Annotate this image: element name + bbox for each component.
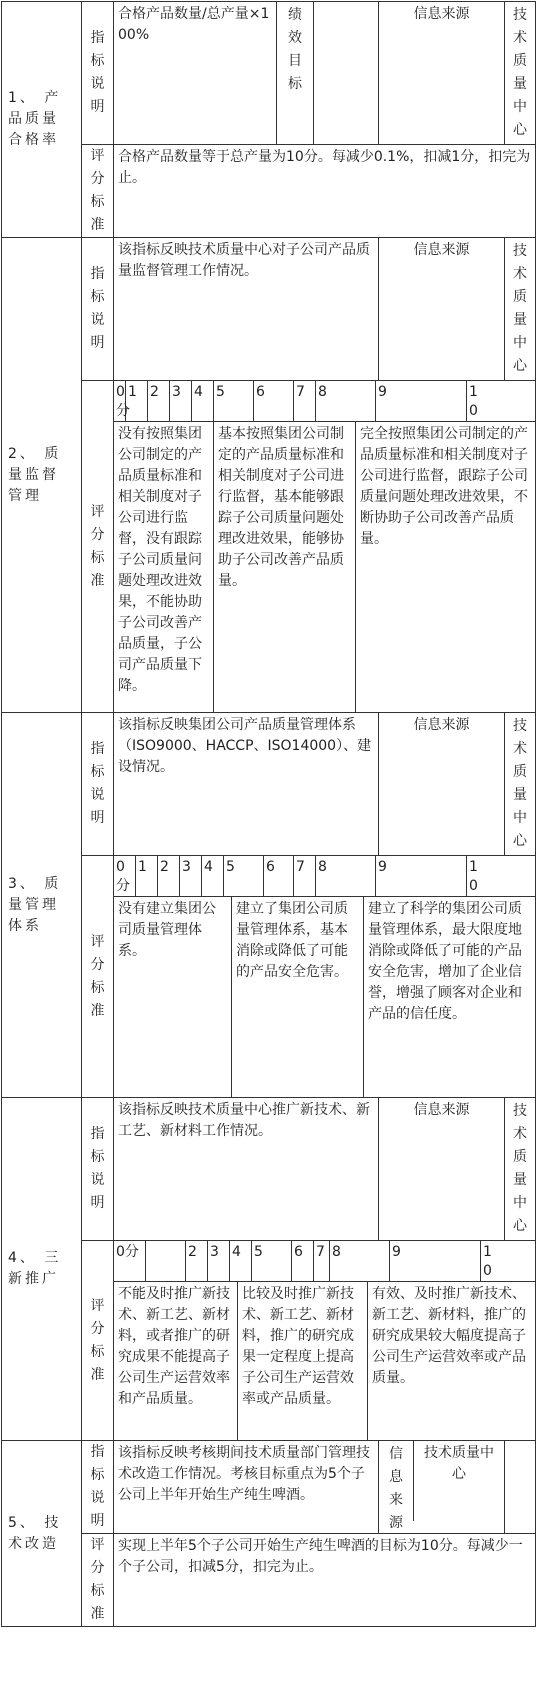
label-desc: 指标说明 bbox=[82, 2, 114, 145]
score-levels bbox=[114, 1282, 536, 1441]
indicator-name: 1、 产品质量合格率 bbox=[2, 2, 82, 238]
level-mid: 建立了集团公司质量管理体系，基本消除或降低了可能的产品安全危害。 bbox=[232, 897, 364, 1097]
source-cell bbox=[379, 1441, 505, 1534]
criteria-text: 实现上半年5个子公司开始生产纯生啤酒的目标为10分。每减少一个子公司，扣减5分，扣完为止。 bbox=[114, 1534, 536, 1627]
score-cell: 5 bbox=[252, 1241, 292, 1281]
indicator-name: 4、 三新推广 bbox=[2, 1098, 82, 1441]
score-cell: 7 bbox=[314, 1241, 330, 1281]
label-criteria: 评分标准 bbox=[82, 381, 114, 713]
score-cell: 6 bbox=[254, 381, 294, 421]
level-high: 完全按照集团公司制定的产品质量标准和相关制度对子公司进行监督，跟踪子公司质量问题处理改进效果，不断协助子公司改善产品质量。 bbox=[360, 426, 528, 547]
score-cell: 1 bbox=[126, 381, 148, 421]
score-scale bbox=[114, 856, 536, 897]
label-criteria: 评分标准 bbox=[82, 1534, 114, 1627]
score-cell: 8 bbox=[316, 381, 376, 421]
label-desc: 指标说明 bbox=[82, 238, 114, 381]
level-high: 有效、及时推广新技术、新工艺、新材料，推广的研究成果较大幅度提高子公司生产运营效率或产品质量。 bbox=[372, 1286, 526, 1386]
score-cell: 0分 bbox=[114, 381, 126, 421]
label-criteria: 评分标准 bbox=[82, 145, 114, 238]
level-low: 不能及时推广新技术、新工艺、新材料，或者推广的研究成果不能提高子公司生产运营效率和产品质量。 bbox=[114, 1282, 238, 1440]
label-source: 信息来源 bbox=[379, 238, 505, 381]
level-high: 建立了科学的集团公司质量管理体系，最大限度地消除或降低了可能的产品安全危害，增加了企业信誉，增强了顾客对企业和产品的信任度。 bbox=[368, 901, 522, 1022]
label-criteria: 评分标准 bbox=[82, 856, 114, 1098]
table-row bbox=[2, 238, 536, 381]
score-cell: 3 bbox=[180, 856, 202, 896]
score-scale bbox=[114, 1241, 536, 1282]
score-cell: 2 bbox=[148, 381, 170, 421]
score-levels bbox=[114, 897, 536, 1098]
kpi-table bbox=[1, 1, 536, 1627]
score-cell: 6 bbox=[264, 856, 294, 896]
empty-cell bbox=[505, 1441, 536, 1534]
source-org: 技术质量中心 bbox=[505, 238, 536, 381]
label-desc: 指标说明 bbox=[82, 1098, 114, 1241]
score-cell: 10 bbox=[469, 384, 478, 419]
level-low: 没有按照集团公司制定的产品质量标准和相关制度对子公司进行监督，没有跟踪子公司质量问题处理改进效果，不能协助子公司改善产品质量，子公司产品质量下降。 bbox=[114, 422, 214, 712]
score-cell: 9 bbox=[376, 856, 467, 896]
score-cell: 4 bbox=[230, 1241, 252, 1281]
score-cell: 10 bbox=[469, 859, 478, 894]
level-low: 没有建立集团公司质量管理体系。 bbox=[114, 897, 232, 1097]
indicator-desc: 合格产品数量/总产量×100% bbox=[114, 2, 277, 145]
label-criteria: 评分标准 bbox=[82, 1241, 114, 1441]
indicator-desc: 该指标反映考核期间技术质量部门管理技术改造工作情况。考核目标重点为5个子公司上半年开始生产纯生啤酒。 bbox=[114, 1441, 379, 1534]
score-cell bbox=[146, 1241, 186, 1281]
level-mid: 比较及时推广新技术、新工艺、新材料，推广的研究成果一定程度上提高子公司生产运营效率或产品质量。 bbox=[238, 1282, 368, 1440]
table-row bbox=[2, 1241, 536, 1282]
label-desc: 指标说明 bbox=[82, 713, 114, 856]
score-cell: 10 bbox=[483, 1244, 492, 1279]
score-cell: 1 bbox=[136, 856, 158, 896]
source-org: 技术质量中心 bbox=[505, 1098, 536, 1241]
label-source: 信息来源 bbox=[379, 1098, 505, 1241]
indicator-name: 2、 质量监督管理 bbox=[2, 238, 82, 713]
score-cell: 9 bbox=[376, 381, 467, 421]
score-cell: 0分 bbox=[114, 856, 136, 896]
table-row bbox=[2, 1441, 536, 1534]
score-cell: 3 bbox=[170, 381, 192, 421]
indicator-name: 3、 质量管理体系 bbox=[2, 713, 82, 1098]
score-cell: 2 bbox=[186, 1241, 208, 1281]
indicator-name: 5、 技术改造 bbox=[2, 1441, 82, 1627]
table-row bbox=[2, 856, 536, 897]
score-cell: 0分 bbox=[114, 1241, 146, 1281]
source-org: 技术质量中心 bbox=[424, 1445, 494, 1482]
table-row bbox=[2, 713, 536, 856]
source-org: 技术质量中心 bbox=[505, 2, 536, 145]
label-source: 信息来源 bbox=[379, 713, 505, 856]
score-cell: 6 bbox=[292, 1241, 314, 1281]
score-cell: 8 bbox=[330, 1241, 390, 1281]
score-scale bbox=[114, 381, 536, 422]
score-cell: 8 bbox=[316, 856, 376, 896]
score-cell: 9 bbox=[390, 1241, 481, 1281]
indicator-desc: 该指标反映技术质量中心对子公司产品质量监督管理工作情况。 bbox=[114, 238, 379, 381]
criteria-text: 合格产品数量等于总产量为10分。每减少0.1%，扣减1分，扣完为止。 bbox=[114, 145, 536, 238]
label-source: 信息来源 bbox=[379, 1441, 414, 1521]
score-cell: 3 bbox=[208, 1241, 230, 1281]
score-cell: 5 bbox=[224, 856, 264, 896]
source-org: 技术质量中心 bbox=[505, 713, 536, 856]
score-cell: 7 bbox=[294, 381, 316, 421]
table-row bbox=[2, 1534, 536, 1627]
table-row bbox=[2, 145, 536, 238]
score-levels bbox=[114, 422, 536, 713]
table-row bbox=[2, 1098, 536, 1241]
indicator-desc: 该指标反映技术质量中心推广新技术、新工艺、新材料工作情况。 bbox=[114, 1098, 379, 1241]
score-cell: 2 bbox=[158, 856, 180, 896]
target-value bbox=[314, 2, 379, 145]
score-cell: 7 bbox=[294, 856, 316, 896]
label-source: 信息来源 bbox=[379, 2, 505, 145]
score-cell: 4 bbox=[202, 856, 224, 896]
indicator-desc: 该指标反映集团公司产品质量管理体系（ISO9000、HACCP、ISO14000）、建设情况。 bbox=[114, 713, 379, 856]
label-desc: 指标说明 bbox=[82, 1441, 114, 1534]
label-target: 绩效目标 bbox=[277, 2, 314, 145]
table-row bbox=[2, 381, 536, 422]
score-cell: 5 bbox=[214, 381, 254, 421]
table-row bbox=[2, 2, 536, 145]
score-cell: 4 bbox=[192, 381, 214, 421]
level-mid: 基本按照集团公司制定的产品质量标准和相关制度对子公司进行监督，基本能够跟踪子公司质量问题处理改进效果，能够协助子公司改善产品质量。 bbox=[214, 422, 356, 712]
